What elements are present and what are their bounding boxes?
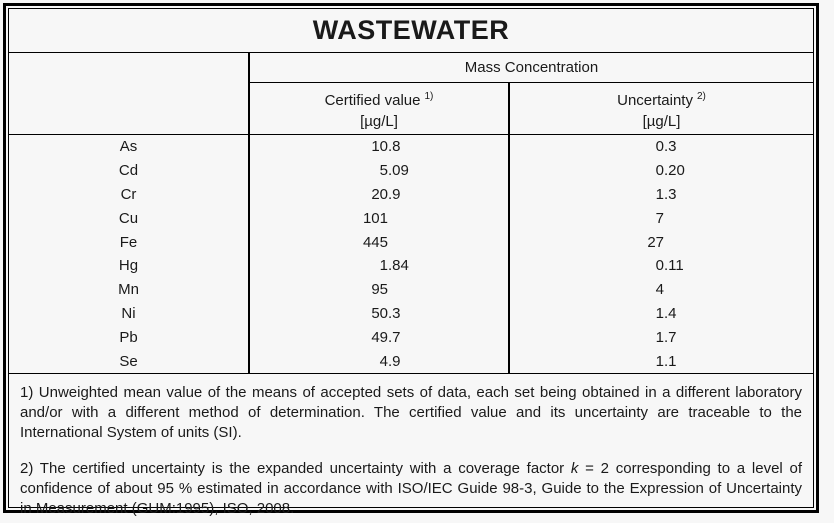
table-body xyxy=(9,135,813,374)
uncertainty-value-frac: .11 xyxy=(664,257,684,275)
certified-value-cell xyxy=(248,135,508,159)
uncertainty-value-frac: .20 xyxy=(664,162,685,180)
uncertainty-value-cell xyxy=(508,278,813,302)
certified-value-unit: [µg/L] xyxy=(360,112,398,130)
certified-value-int: 101 xyxy=(362,209,388,227)
uncertainty-value-int: 4 xyxy=(655,281,664,299)
certified-value-int: 445 xyxy=(362,233,388,251)
certified-value-int: 10 xyxy=(371,138,388,156)
certificate-table xyxy=(8,8,814,517)
element-symbol: Pb xyxy=(119,328,138,346)
element-symbol: Mn xyxy=(118,281,139,299)
footnote-2 xyxy=(20,459,802,519)
uncertainty-value-int: 7 xyxy=(655,209,664,227)
uncertainty-value-frac: .3 xyxy=(664,185,677,203)
element-symbol: Fe xyxy=(119,233,138,251)
element-symbol: Cr xyxy=(120,185,137,203)
uncertainty-value-cell xyxy=(508,230,813,254)
uncertainty-value-cell xyxy=(508,183,813,207)
certified-value-int: 50 xyxy=(371,304,388,322)
uncertainty-value-int: 0 xyxy=(655,138,664,156)
element-symbol: Hg xyxy=(118,257,139,275)
table-header xyxy=(9,53,813,135)
table-row xyxy=(9,135,813,159)
table-title: WASTEWATER xyxy=(9,9,813,53)
certified-value-int: 4 xyxy=(379,352,388,370)
uncertainty-unit: [µg/L] xyxy=(642,112,681,130)
uncertainty-value-int: 27 xyxy=(647,233,664,251)
uncertainty-value-cell xyxy=(508,302,813,326)
uncertainty-value-frac: .4 xyxy=(664,304,677,322)
certified-value-frac: .09 xyxy=(388,162,409,180)
group-header-mass-concentration: Mass Concentration xyxy=(248,53,813,83)
element-symbol: Cd xyxy=(118,162,139,180)
table-row xyxy=(9,325,813,349)
table-row xyxy=(9,183,813,207)
table-row xyxy=(9,159,813,183)
uncertainty-value-frac: .3 xyxy=(664,138,677,156)
uncertainty-value-int: 1 xyxy=(655,304,664,322)
uncertainty-value-int: 1 xyxy=(655,352,664,370)
coverage-factor-k: k xyxy=(570,460,579,477)
certified-value-cell xyxy=(248,206,508,230)
uncertainty-value-frac: .1 xyxy=(664,352,677,370)
certified-value-frac: .9 xyxy=(388,185,401,203)
table-row xyxy=(9,230,813,254)
element-symbol: As xyxy=(119,138,138,156)
certified-value-label: Certified value $^{1)}$ xyxy=(324,90,434,109)
footnote-ref-2: 2) xyxy=(696,90,706,102)
table-row xyxy=(9,302,813,326)
element-symbol: Cu xyxy=(118,209,139,227)
uncertainty-value-cell xyxy=(508,206,813,230)
certified-value-cell xyxy=(248,325,508,349)
uncertainty-value-frac: .7 xyxy=(664,328,677,346)
uncertainty-label: Uncertainty $^{2)}$ xyxy=(617,90,706,109)
footnote-2-prefix: 2) The certified uncertainty is the expanded uncertainty with a coverage factor xyxy=(20,460,571,477)
table-row xyxy=(9,206,813,230)
element-symbol: Ni xyxy=(121,304,136,322)
table-row xyxy=(9,349,813,373)
certified-value-cell xyxy=(248,278,508,302)
uncertainty-value-cell xyxy=(508,325,813,349)
uncertainty-value-cell xyxy=(508,159,813,183)
uncertainty-value-cell xyxy=(508,254,813,278)
certified-value-cell xyxy=(248,159,508,183)
column-header-certified-value xyxy=(248,83,508,134)
certified-value-cell xyxy=(248,349,508,373)
uncertainty-value-cell xyxy=(508,349,813,373)
footnote-ref-1: 1) xyxy=(424,90,434,102)
certified-value-int: 49 xyxy=(371,328,388,346)
table-row xyxy=(9,254,813,278)
certified-value-frac: .9 xyxy=(388,352,401,370)
table-row xyxy=(9,278,813,302)
certified-value-cell xyxy=(248,230,508,254)
uncertainty-value-cell xyxy=(508,135,813,159)
certified-value-int: 95 xyxy=(371,281,388,299)
element-symbol: Se xyxy=(119,352,138,370)
certified-value-cell xyxy=(248,302,508,326)
certified-value-frac: .7 xyxy=(388,328,401,346)
certified-value-cell xyxy=(248,254,508,278)
footnotes-section xyxy=(9,374,813,523)
certified-value-cell xyxy=(248,183,508,207)
certified-value-int: 20 xyxy=(371,185,388,203)
certified-value-frac: .3 xyxy=(388,304,401,322)
certified-value-frac: .84 xyxy=(388,257,409,275)
column-header-uncertainty xyxy=(508,83,813,134)
element-column-header-empty xyxy=(9,53,248,134)
uncertainty-value-int: 1 xyxy=(655,185,664,203)
certified-value-int: 5 xyxy=(379,162,388,180)
uncertainty-value-int: 0 xyxy=(655,162,664,180)
uncertainty-value-int: 0 xyxy=(655,257,664,275)
certificate-table-outer-border xyxy=(3,3,819,517)
certified-value-frac: .8 xyxy=(388,138,401,156)
footnote-1: 1) Unweighted mean value of the means of accepted sets of data, each set being obtained in a different laboratory and/or with a different method of determination. The certified value and its uncertainty are traceable to the International System of units (SI). xyxy=(20,384,802,441)
uncertainty-value-int: 1 xyxy=(655,328,664,346)
footnote-2-suffix: = 2 corresponding to a level of confidence of about 95 % estimated in accordance with ISO/IEC Guide 98-3, Guide to the Expression of Uncertainty in Measurement (GUM:1995), ISO, 2008. xyxy=(20,460,802,517)
certified-value-int: 1 xyxy=(379,257,388,275)
